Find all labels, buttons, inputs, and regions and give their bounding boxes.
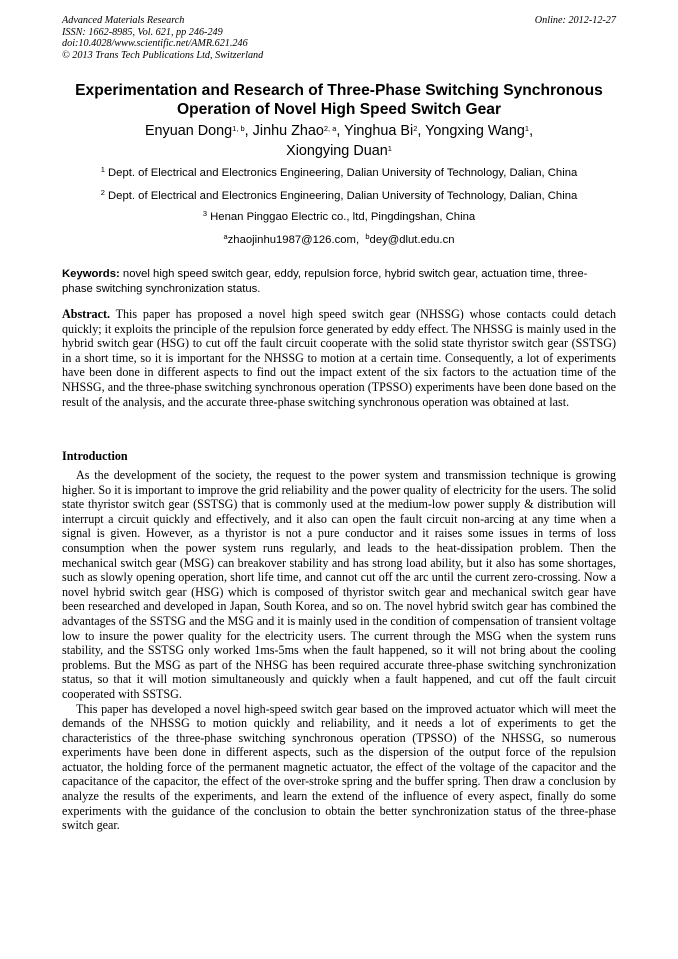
affiliation-mark: 3: [202, 209, 207, 218]
affiliation-mark: 2: [100, 188, 105, 197]
author-list: Enyuan Dong$^{1, b}$, Jinhu Zhao$^{2, a}$, Yinghua Bi$^2$, Yongxing Wang$^1$, Xiongying Duan$^1$: [144, 123, 534, 159]
online-date: Online: 2012-12-27: [534, 15, 616, 26]
copyright-line: © 2013 Trans Tech Publications Ltd, Switzerland: [62, 49, 264, 61]
email-address: dey@dlut.edu.cn: [369, 234, 455, 246]
affiliation-text: Henan Pinggao Electric co., ltd, Pingdingshan, China: [210, 211, 476, 223]
affiliation-text: Dept. of Electrical and Electronics Engineering, Dalian University of Technology, Dalian, China: [108, 167, 578, 179]
author-affiliation-mark: 1: [387, 144, 392, 153]
section-heading: Introduction: [62, 449, 128, 463]
affiliation: [40, 189, 638, 203]
affiliation: [40, 166, 638, 180]
author-name: Yongxing Wang: [425, 123, 525, 139]
email-mark: b: [365, 232, 370, 241]
author-affiliation-mark: 1, b: [232, 124, 245, 133]
abstract: [62, 307, 616, 409]
author-name: Xiongying Duan: [286, 143, 388, 159]
journal-name: Advanced Materials Research: [62, 15, 185, 26]
affiliation: [40, 210, 638, 224]
email-line: [40, 233, 638, 247]
author-name: Yinghua Bi: [344, 123, 414, 139]
paragraph: This paper has developed a novel high-speed switch gear based on the improved actuator which will meet the demands of the NHSSG to motion quickly and reliability, and it needs a lot of experiments to get the characteristics of the three-phase switching synchronous operation (TPSSO) of the NHSSG, so numerous experiments have been done in different aspects, such as the dispersion of the output force of the repulsion actuator, the holding force of the permanent magnetic actuator, the effect of the voltage of the capacitor and the capacitance of the capacitor, the effect of the over-stroke spring and the buffer spring. Then draw a conclusion by analyze the results of the experiments, and learn the extend of the influence of every aspect, finally do some experiments with the guidance of the conclusion to obtain the better synchronization status of the three-phase switch gear.: [62, 701, 616, 833]
abstract-text: This paper has proposed a novel high speed switch gear (NHSSG) whose contacts could detach quickly; it exploits the principle of the repulsion force generated by eddy effect. The NHSSG is mainly used in the hybrid switch gear (HSG) to cut off the fault circuit cooperate with the solid state thyristor switch gear (SSTSG) in a short time, so it is important for the NHSSG to motion at a certain time. Consequently, a lot of experiments have been done in different aspects to find out the impact extent of the six factors to the actuation time of the NHSSG, and the three-phase switching synchronous operation (TPSSO) experiments have been done based on the result of the analysis, and the accurate three-phase switching synchronous operation was obtained at last.: [62, 307, 616, 409]
affiliation-text: Dept. of Electrical and Electronics Engineering, Dalian University of Technology, Dalian, China: [108, 190, 578, 202]
email-address: zhaojinhu1987@126.com,: [227, 234, 360, 246]
issn-line: ISSN: 1662-8985, Vol. 621, pp 246-249: [62, 26, 223, 38]
abstract-label: Abstract.: [62, 307, 111, 321]
introduction-body: [62, 468, 616, 833]
paragraph: As the development of the society, the request to the power system and transmission technique is growing higher. So it is important to improve the grid reliability and the power quality of electricity for the users. The solid state thyristor switch gear (SSTSG) that is commonly used at the medium-low power supply & distribution will interrupt a circuit quickly and effectively, and it also can open the fault circuit non-arcing at any time when a signal is given. However, as a thyristor is not a pure conductor and it raises some issues in terms of loss consumption when the power system runs regularly, and leads to the heat-dissipation problem. Then the mechanical switch gear (MSG) can breakover stability and has strong load ability, but it also has some shortages, such as slowly opening operation, short life time, and cannot cut off the arc until the current zero-crossing. Now a novel hybrid switch gear (HSG) which is composed of thyristor switch gear and mechanical switch gear have been researched and developed in Japan, South Korea, and so on. The novel hybrid switch gear has combined the advantages of the SSTSG and the MSG and it is mainly used in the condition of compensation of transient voltage low to insure the power quality for the electricity users. The current through the MSG when the system runs stability, and the SSTSG only worked 1ms-5ms when the fault happened, so it will not bring about the cooling problems. But the MSG as part of the NHSG has been required accurate three-phase switching synchronization status, so that it will motion simultaneously and quickly when a fault happened, and cut off the fault circuit cooperated with SSTSG.: [62, 468, 616, 701]
paper-title: Experimentation and Research of Three-Phase Switching Synchronous Operation of Novel High Speed Switch Gear: [75, 82, 603, 118]
email-mark: a: [223, 232, 228, 241]
keywords-text: novel high speed switch gear, eddy, repulsion force, hybrid switch gear, actuation time, three-phase switching synchronization status.: [62, 268, 588, 295]
keywords-label: Keywords:: [62, 268, 120, 280]
author-affiliation-mark: 2: [413, 124, 418, 133]
author-affiliation-mark: 1: [524, 124, 530, 133]
doi-line: doi:10.4028/www.scientific.net/AMR.621.246: [62, 38, 248, 50]
affiliation-mark: 1: [100, 165, 105, 174]
author-affiliation-mark: 2, a: [323, 124, 337, 133]
author-name: Enyuan Dong: [144, 123, 233, 139]
journal-header: [62, 15, 616, 61]
author-name: Jinhu Zhao: [252, 123, 324, 139]
keywords: [62, 267, 616, 296]
